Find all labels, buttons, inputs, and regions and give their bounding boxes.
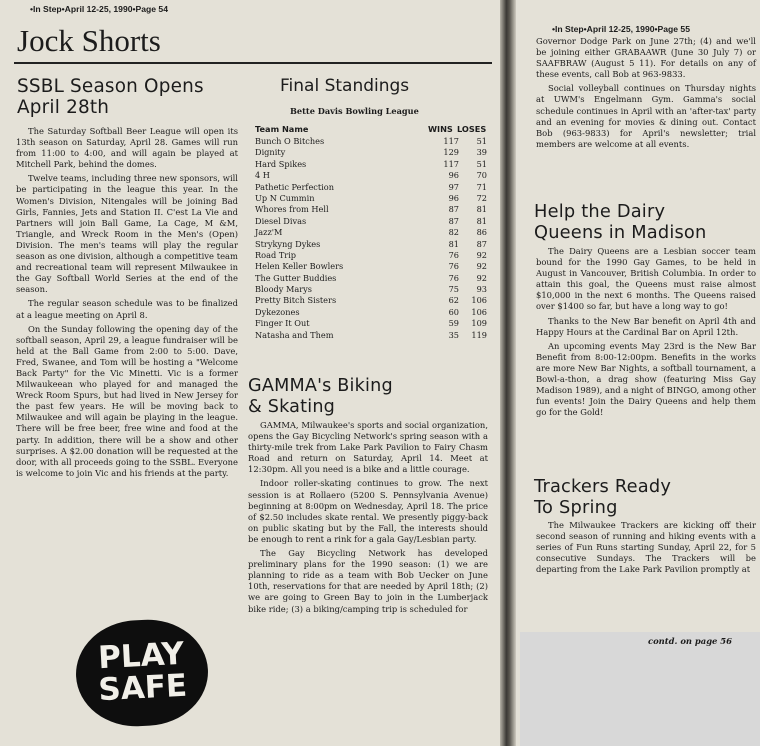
team-loses: 92 [476, 272, 487, 283]
gamma-headline-line2: & Skating [248, 397, 336, 417]
standings-row [255, 284, 487, 295]
team-name: Strykyng Dykes [255, 238, 321, 249]
gamma-paragraph: Indoor roller-skating continues to grow. The next session is at Rollaero (5200 S. Pennsylvania Avenue) beginning at 8:00pm on Wednesday, April 18. The price of $2.50 includes skate rental. We presently piggy-back on public skating but by the Fall, the interests should be enough to rent a rink for a gala Gay/Lesbian party. [248, 478, 488, 544]
team-name: Bunch O Bitches [255, 136, 325, 146]
gamma-cont-paragraph: Social volleyball continues on Thursday nights at UWM's Engelmann Gym. Gamma's social schedule continues in April with an 'after-tax' party and an evening for movies & dining out. Contact Bob (963-9833) for April's newsletter; trial members are welcome at all events. [536, 83, 756, 149]
gamma-continued [536, 36, 756, 153]
continued-note: contd. on page 56 [648, 636, 732, 646]
section-rule [14, 62, 492, 64]
gamma-cont-paragraph: Governor Dodge Park on June 27th; (4) and we'll be joining either GRABAAWR (June 30 July 7) or SAAFBRAW (August 5 11). For details on any of these events, call Bob at 963-9833. [536, 36, 756, 80]
dairy-headline-line2: Queens in Madison [534, 222, 707, 243]
dairy-body [536, 246, 756, 421]
team-wins: 75 [448, 284, 459, 295]
team-wins: 96 [448, 192, 459, 203]
team-name: Natasha and Them [255, 329, 334, 340]
standings-row [255, 147, 487, 158]
team-wins: 129 [443, 147, 459, 158]
trackers-headline-line2: To Spring [534, 497, 618, 518]
dairy-paragraph: Thanks to the New Bar benefit on April 4th and Happy Hours at the Cardinal Bar on April 12th. [536, 315, 756, 337]
team-wins: 87 [448, 215, 459, 226]
dairy-headline [534, 201, 706, 243]
trackers-headline-line1: Trackers Ready [534, 476, 672, 497]
ssbl-paragraph: On the Sunday following the opening day of the softball season, April 29, a league fundraiser will be held at the Ball Game from 2:00 to 5:00. Dave, Fred, Swanee, and Tom will be hosting a "Welcome Back Party" for the Vic Minetti. Vic is a former Milwaukeean who played for and managed the Wreck Room Spurs, but had lived in New Jersey for the past few years. He will be moving back to Milwaukee and will again be playing in the league. There will be free beer, free wine and food at the party. In addition, there will be a show and other surprises. A $2.00 donation will be requested at the door, with all proceeds going to the SSBL. Everyone is welcome to join Vic and his friends at the party. [16, 323, 238, 478]
standings-league: Bette Davis Bowling League [290, 106, 419, 116]
team-name: Diesel Divas [255, 215, 307, 226]
team-wins: 87 [448, 204, 459, 215]
team-name: Road Trip [255, 249, 297, 260]
team-loses: 119 [471, 329, 487, 340]
team-loses: 51 [476, 158, 487, 169]
standings-row [255, 307, 487, 318]
team-name: Dykezones [255, 306, 300, 317]
standings-row [255, 330, 487, 341]
ssbl-paragraph: The regular season schedule was to be finalized at a league meeting on April 8. [16, 298, 238, 320]
dairy-paragraph: An upcoming events May 23rd is the New Bar Benefit from 8:00-12:00pm. Benefits in the works are more New Bar Nights, a softball tournament, a Bowl-a-thon, a drag show (featuring Miss Gay Madison 1989), and a night of BINGO, among other fun events! Join the Dairy Queens and help them go for the Gold! [536, 340, 756, 418]
ssbl-paragraph: The Saturday Softball Beer League will open its 13th season on Saturday, April 28. Games will run from 11:00 to 4:00, and will again be played at Mitchell Park, behind the domes. [16, 126, 238, 170]
team-loses: 72 [476, 192, 487, 203]
team-wins: 35 [448, 329, 459, 340]
team-loses: 86 [476, 227, 487, 238]
gamma-body [248, 420, 488, 618]
team-name: Jazz'M [255, 227, 283, 238]
team-name: Whores from Hell [255, 204, 329, 215]
team-loses: 70 [476, 170, 487, 181]
standings-row [255, 239, 487, 250]
col-wins: WINS [428, 124, 453, 134]
team-wins: 96 [448, 170, 459, 181]
team-wins: 97 [448, 181, 459, 192]
section-title: Jock Shorts [17, 23, 161, 58]
standings-row [255, 204, 487, 215]
team-wins: 117 [443, 158, 459, 169]
team-name: 4 H [255, 170, 270, 181]
team-name: Helen Keller Bowlers [255, 261, 344, 272]
team-wins: 60 [448, 306, 459, 317]
standings-row [255, 182, 487, 193]
standings-row [255, 170, 487, 181]
gamma-paragraph: GAMMA, Milwaukee's sports and social organization, opens the Gay Bicycling Network's spring season with a thirty-mile trek from Lake Park Pavilion to Fairy Chasm Road and return on Saturday, April 14. Meet at 12:30pm. All you need is a bike and a little courage. [248, 420, 488, 475]
standings-row [255, 295, 487, 306]
team-name: Finger It Out [255, 318, 310, 329]
team-loses: 39 [476, 147, 487, 158]
trackers-body [536, 520, 756, 578]
team-wins: 117 [443, 136, 459, 146]
gamma-paragraph: The Gay Bicycling Network has developed preliminary plans for the 1990 season: (1) we are planning to ride as a team with Bob Uecker on June 10th, reservations for that are needed by April 18th; (2) we are going to Green Bay to join in the Lumberjack bike ride; (3) a biking/camping trip is scheduled for [248, 548, 488, 614]
scan-blank-area [520, 632, 760, 746]
ssbl-body [16, 126, 238, 482]
standings-table [255, 136, 487, 341]
dairy-headline-line1: Help the Dairy [534, 201, 666, 222]
play-safe-badge [73, 617, 210, 730]
col-team-name: Team Name [255, 124, 309, 134]
team-loses: 81 [476, 215, 487, 226]
team-loses: 106 [471, 295, 487, 306]
standings-row [255, 159, 487, 170]
team-loses: 93 [476, 284, 487, 295]
col-loses: LOSES [457, 124, 487, 134]
ssbl-headline [17, 76, 204, 118]
standings-row [255, 227, 487, 238]
team-wins: 76 [448, 249, 459, 260]
team-loses: 71 [476, 181, 487, 192]
team-name: Dignity [255, 147, 286, 158]
ssbl-headline-line2: April 28th [17, 97, 110, 118]
team-loses: 87 [476, 238, 487, 249]
standings-row [255, 136, 487, 147]
standings-row [255, 216, 487, 227]
team-wins: 81 [448, 238, 459, 249]
team-name: Bloody Marys [255, 284, 312, 295]
team-wins: 62 [448, 295, 459, 306]
standings-title: Final Standings [280, 76, 410, 96]
team-name: Pretty Bitch Sisters [255, 295, 337, 306]
play-safe-line1: PLAY [97, 635, 185, 677]
team-name: Hard Spikes [255, 158, 307, 169]
ssbl-headline-line1: SSBL Season Opens [17, 76, 204, 97]
standings-row [255, 193, 487, 204]
team-name: Up N Cummin [255, 192, 315, 203]
team-name: The Gutter Buddies [255, 272, 337, 283]
play-safe-line2: SAFE [97, 667, 188, 709]
team-wins: 59 [448, 318, 459, 329]
standings-row [255, 261, 487, 272]
standings-row [255, 273, 487, 284]
gamma-headline [248, 376, 393, 418]
binding-gutter [500, 0, 516, 746]
standings-row [255, 318, 487, 329]
team-wins: 76 [448, 261, 459, 272]
gamma-headline-line1: GAMMA's Biking [248, 376, 393, 396]
team-wins: 82 [448, 227, 459, 238]
team-loses: 92 [476, 249, 487, 260]
team-name: Pathetic Perfection [255, 181, 334, 192]
folio-right: •In Step•April 12-25, 1990•Page 55 [552, 24, 690, 34]
team-loses: 92 [476, 261, 487, 272]
trackers-headline [534, 476, 671, 518]
standings-row [255, 250, 487, 261]
ssbl-paragraph: Twelve teams, including three new sponsors, will be participating in the league this year. In the Women's Division, Nitengales will be joining Bad Girls, Fannies, Jets and Station II. C'est La Vie and Partners will join Ball Game, La Cage, M &M, Triangle, and Wreck Room in the Men's (Open) Division. The men's teams will play the regular season as one division, although a competitive team and recreational team will represent Milwaukee in the Gay Softball World Series at the end of the season. [16, 173, 238, 295]
folio-left: •In Step•April 12-25, 1990•Page 54 [30, 4, 168, 14]
dairy-paragraph: The Dairy Queens are a Lesbian soccer team bound for the 1990 Gay Games, to be held in August in Vancouver, British Columbia. In order to attain this goal, the Queens must raise almost $10,000 in the next 6 months. The Queens raised over $1400 so far, but have a long way to go! [536, 246, 756, 312]
team-loses: 106 [471, 306, 487, 317]
trackers-paragraph: The Milwaukee Trackers are kicking off their second season of running and hiking events with a series of Fun Runs starting Sunday, April 22, for 5 consecutive Sundays. The Trackers will be departing from the Lake Park Pavilion promptly at [536, 520, 756, 575]
team-loses: 81 [476, 204, 487, 215]
team-loses: 109 [471, 318, 487, 329]
team-wins: 76 [448, 272, 459, 283]
team-loses: 51 [476, 136, 487, 146]
